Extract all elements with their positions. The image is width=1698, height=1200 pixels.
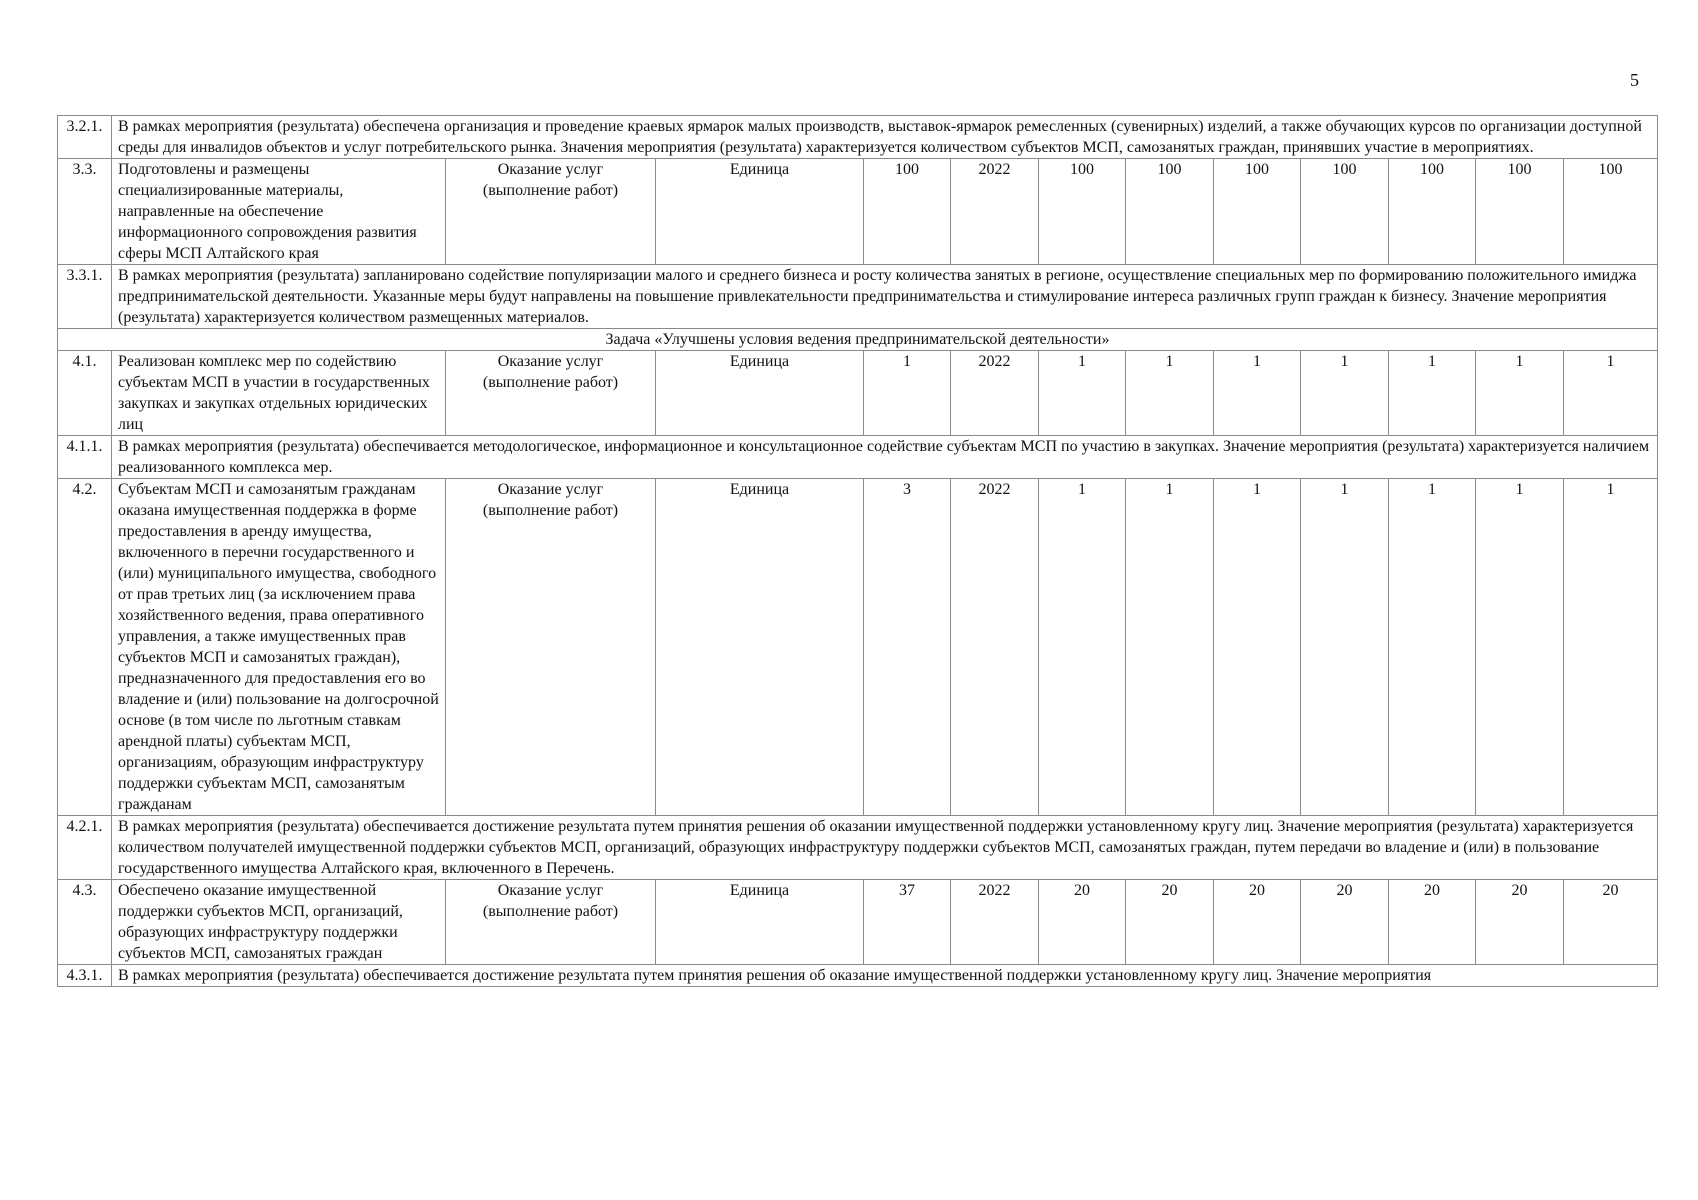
unit: Единица — [656, 351, 864, 436]
unit: Единица — [656, 159, 864, 265]
value-cell: 1 — [1476, 479, 1564, 816]
value-cell: 1 — [1301, 351, 1389, 436]
value-cell: 20 — [1476, 880, 1564, 965]
row-description: В рамках мероприятия (результата) запланировано содействие популяризации малого и среднего бизнеса и росту количества занятых в регионе, осуществление специальных мер по формированию положительного имиджа предпринимательской деятельности. Указанные меры будут направлены на повышение привлекательности предпринимательства и стимулирование интереса различных групп граждан к бизнесу. Значение мероприятия (результата) характеризуется количеством размещенных материалов. — [112, 265, 1658, 329]
value-cell: 20 — [1301, 880, 1389, 965]
value-cell: 1 — [1126, 479, 1214, 816]
value-cell: 100 — [1039, 159, 1126, 265]
value-cell: 1 — [1126, 351, 1214, 436]
value-cell: 1 — [1039, 479, 1126, 816]
unit: Единица — [656, 880, 864, 965]
row-number: 3.3. — [58, 159, 112, 265]
value-cell: 1 — [1564, 479, 1658, 816]
value-cell: 1 — [1214, 351, 1301, 436]
value-cell: 100 — [1476, 159, 1564, 265]
value-cell: 1 — [1389, 351, 1476, 436]
base-value: 3 — [864, 479, 951, 816]
value-cell: 1 — [1564, 351, 1658, 436]
row-description: В рамках мероприятия (результата) обеспечена организация и проведение краевых ярмарок малых производств, выставок-ярмарок ремесленных (сувенирных) изделий, а также обучающих курсов по организации доступной среды для инвалидов объектов и услуг потребительского рынка. Значения мероприятия (результата) характеризуется количеством субъектов МСП, самозанятых граждан, принявших участие в мероприятиях. — [112, 116, 1658, 159]
result-name: Подготовлены и размещены специализированные материалы, направленные на обеспечение информационного сопровождения развития сферы МСП Алтайского края — [112, 159, 446, 265]
result-kind: Оказание услуг (выполнение работ) — [446, 880, 656, 965]
value-cell: 1 — [1214, 479, 1301, 816]
result-row — [58, 351, 1658, 436]
result-row — [58, 159, 1658, 265]
result-name: Реализован комплекс мер по содействию субъектам МСП в участии в государственных закупках и закупках отдельных юридических лиц — [112, 351, 446, 436]
description-row — [58, 265, 1658, 329]
value-cell: 100 — [1389, 159, 1476, 265]
base-value: 37 — [864, 880, 951, 965]
base-year: 2022 — [951, 351, 1039, 436]
value-cell: 100 — [1214, 159, 1301, 265]
base-year: 2022 — [951, 479, 1039, 816]
result-name: Обеспечено оказание имущественной поддержки субъектов МСП, организаций, образующих инфраструктуру поддержки субъектов МСП, самозанятых граждан — [112, 880, 446, 965]
value-cell: 20 — [1214, 880, 1301, 965]
row-number: 4.2. — [58, 479, 112, 816]
results-table — [57, 115, 1658, 987]
row-description: В рамках мероприятия (результата) обеспечивается достижение результата путем принятия решения об оказание имущественной поддержки установленному кругу лиц. Значение мероприятия — [112, 965, 1658, 987]
row-number: 4.1.1. — [58, 436, 112, 479]
value-cell: 100 — [1126, 159, 1214, 265]
row-number: 4.2.1. — [58, 816, 112, 880]
row-number: 4.3.1. — [58, 965, 112, 987]
row-number: 3.3.1. — [58, 265, 112, 329]
task-heading: Задача «Улучшены условия ведения предпринимательской деятельности» — [58, 329, 1658, 351]
result-row — [58, 880, 1658, 965]
description-row — [58, 436, 1658, 479]
result-name: Субъектам МСП и самозанятым гражданам оказана имущественная поддержка в форме предоставления в аренду имущества, включенного в перечни государственного и (или) муниципального имущества, свободного от прав третьих лиц (за исключением права хозяйственного ведения, права оперативного управления, а также имущественных прав субъектов МСП и самозанятых граждан), предназначенного для предоставления его во владение и (или) пользование на долгосрочной основе (в том числе по льготным ставкам арендной платы) субъектам МСП, организациям, образующим инфраструктуру поддержки субъектам МСП, самозанятым гражданам — [112, 479, 446, 816]
value-cell: 20 — [1389, 880, 1476, 965]
base-year: 2022 — [951, 159, 1039, 265]
value-cell: 100 — [1301, 159, 1389, 265]
value-cell: 20 — [1039, 880, 1126, 965]
row-number: 3.2.1. — [58, 116, 112, 159]
value-cell: 20 — [1126, 880, 1214, 965]
value-cell: 20 — [1564, 880, 1658, 965]
result-kind: Оказание услуг (выполнение работ) — [446, 479, 656, 816]
base-value: 1 — [864, 351, 951, 436]
value-cell: 1 — [1301, 479, 1389, 816]
value-cell: 1 — [1039, 351, 1126, 436]
value-cell: 1 — [1389, 479, 1476, 816]
row-description: В рамках мероприятия (результата) обеспечивается методологическое, информационное и консультационное содействие субъектам МСП по участию в закупках. Значение мероприятия (результата) характеризуется наличием реализованного комплекса мер. — [112, 436, 1658, 479]
page-number: 5 — [1630, 70, 1639, 90]
unit: Единица — [656, 479, 864, 816]
row-description: В рамках мероприятия (результата) обеспечивается достижение результата путем принятия решения об оказании имущественной поддержки установленному кругу лиц. Значение мероприятия (результата) характеризуется количеством получателей имущественной поддержки субъектов МСП, организаций, образующих инфраструктуру поддержки субъектов МСП, самозанятых граждан, путем передачи во владение и (или) в пользование государственного имущества Алтайского края, включенного в Перечень. — [112, 816, 1658, 880]
task-row — [58, 329, 1658, 351]
description-row — [58, 116, 1658, 159]
result-kind: Оказание услуг (выполнение работ) — [446, 351, 656, 436]
description-row — [58, 816, 1658, 880]
base-year: 2022 — [951, 880, 1039, 965]
row-number: 4.1. — [58, 351, 112, 436]
row-number: 4.3. — [58, 880, 112, 965]
base-value: 100 — [864, 159, 951, 265]
value-cell: 100 — [1564, 159, 1658, 265]
result-row — [58, 479, 1658, 816]
result-kind: Оказание услуг (выполнение работ) — [446, 159, 656, 265]
value-cell: 1 — [1476, 351, 1564, 436]
description-row — [58, 965, 1658, 987]
